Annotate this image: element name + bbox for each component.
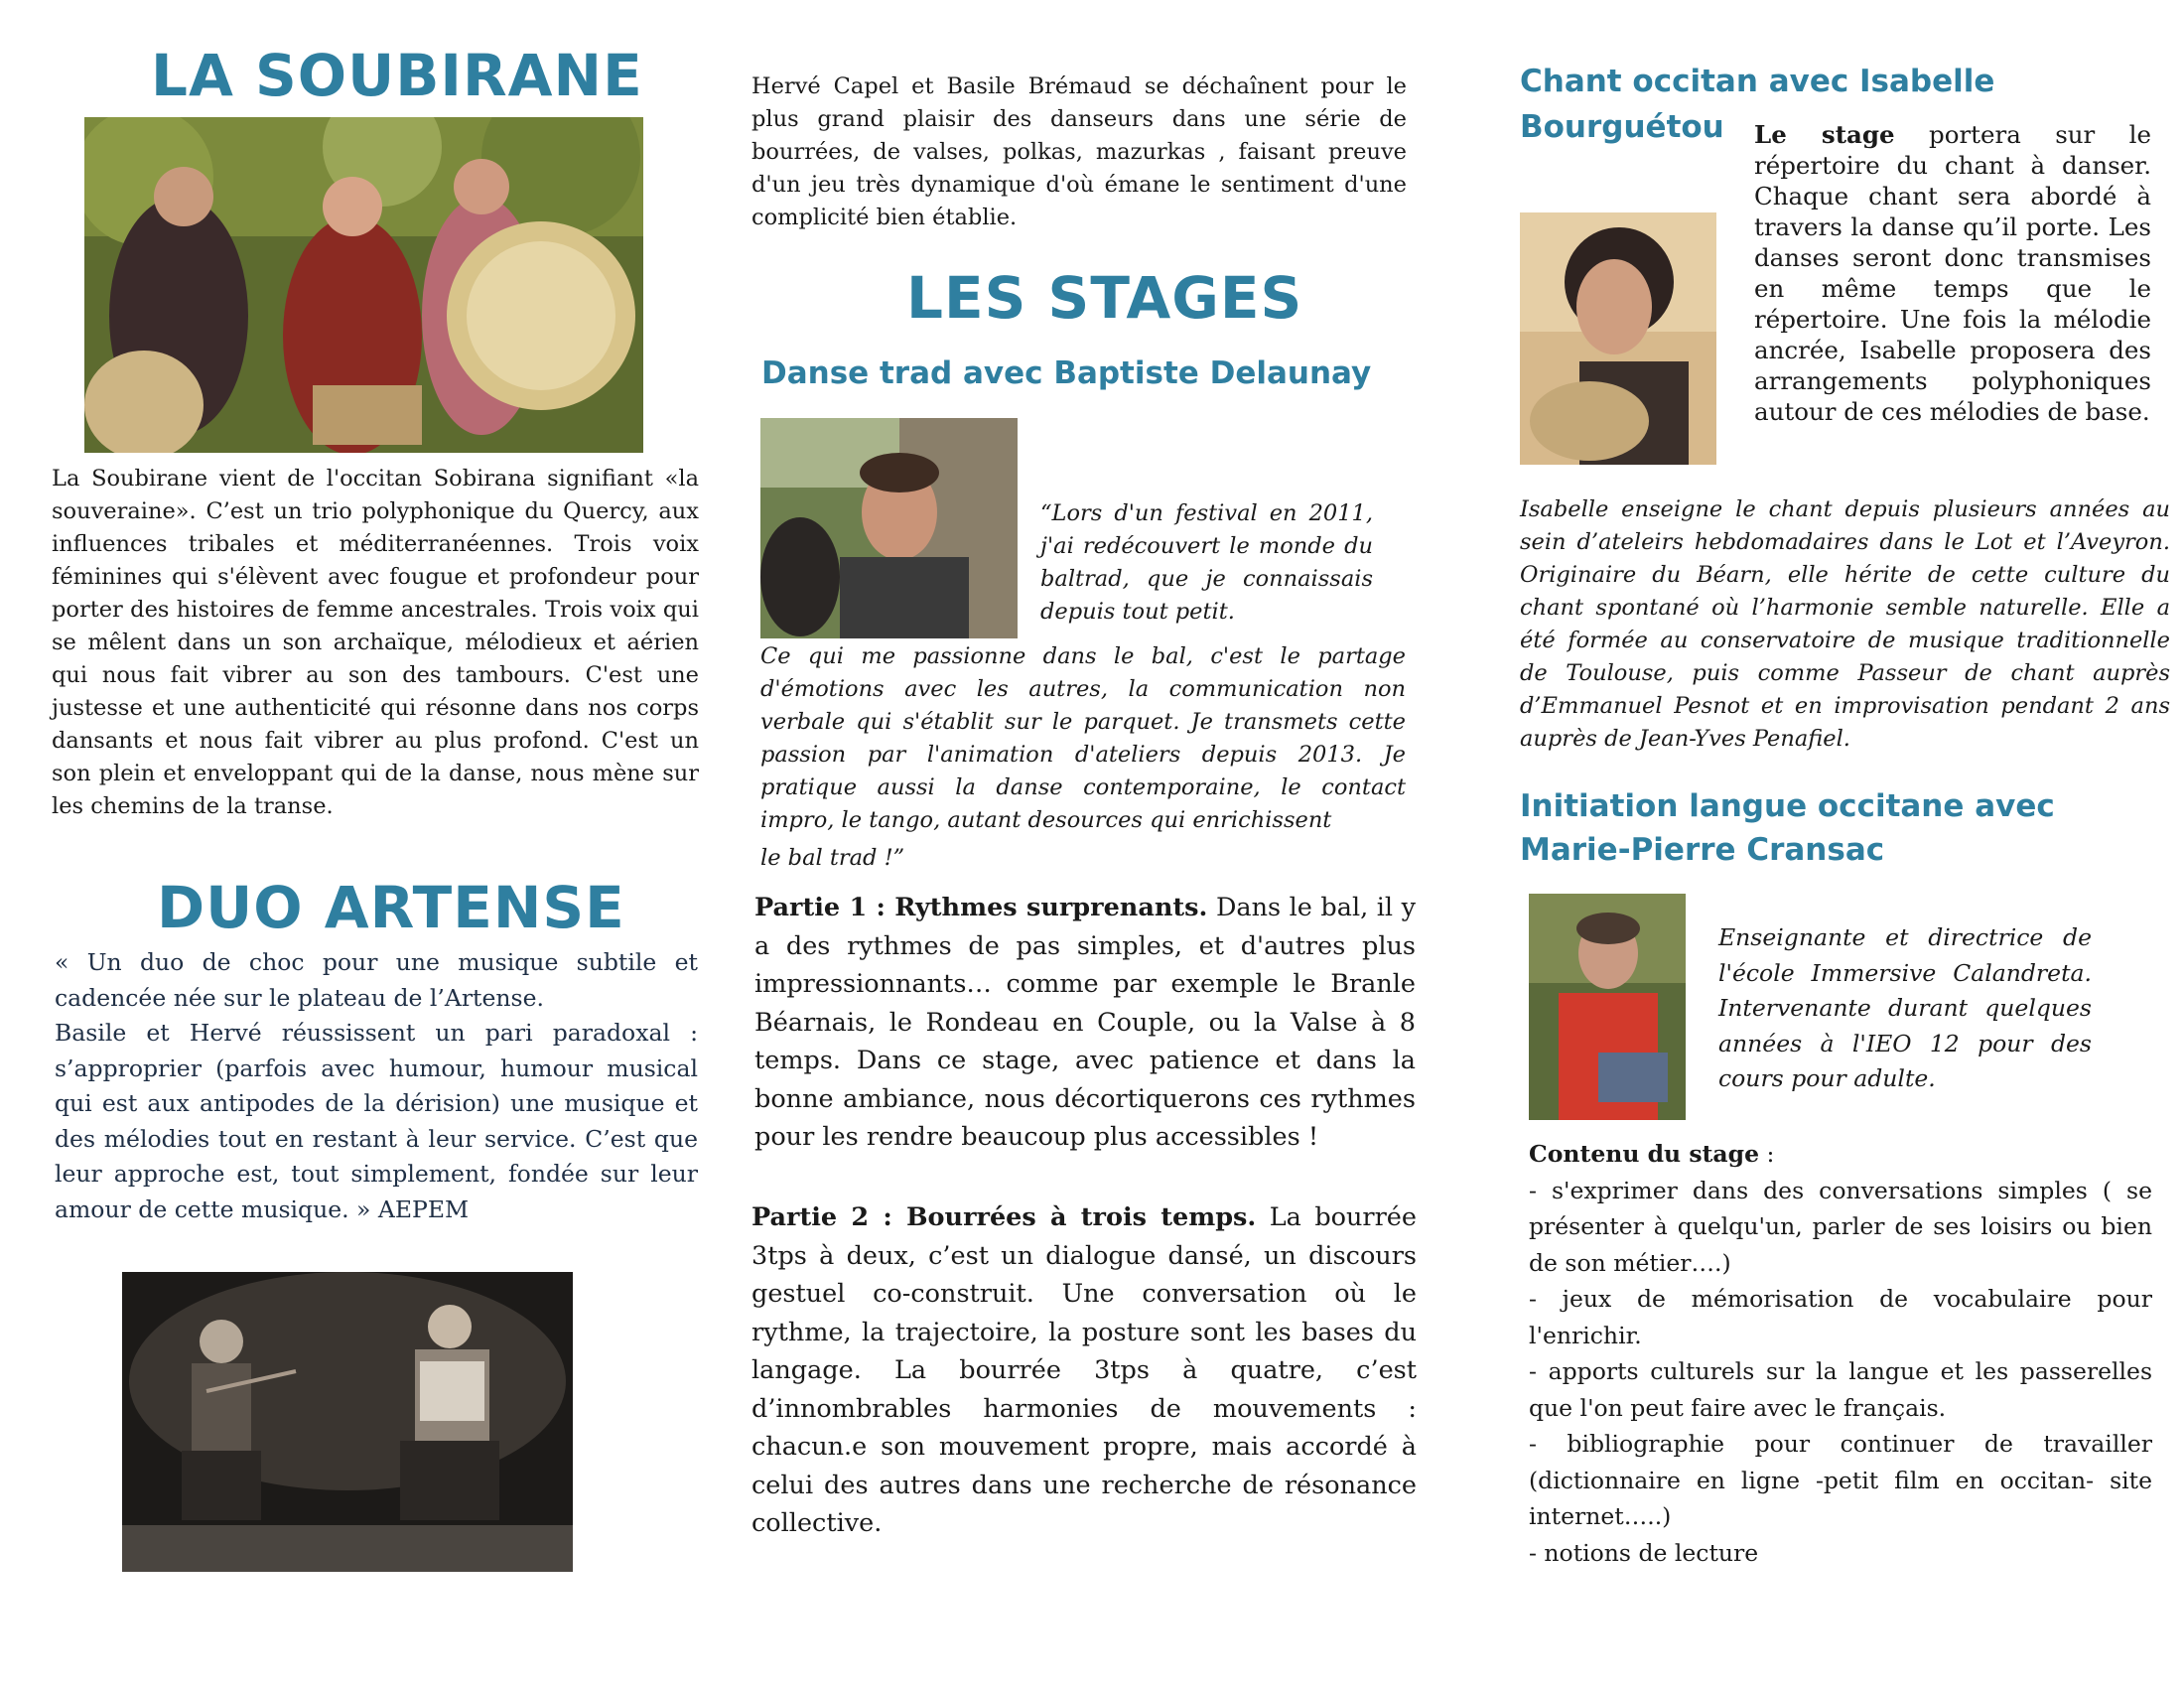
marie-pierre-cransac-photo: [1529, 894, 1686, 1120]
list-item: - apports culturels sur la langue et les passerelles que l'on peut faire avec le français.: [1529, 1357, 2152, 1422]
duo-artense-quote-body: Basile et Hervé réussissent un pari paradoxal : s’approprier (parfois avec humour, humour musical qui est aux antipodes de la dérision) une musique et des mélodies tout en restant à leur service. C’est que leur approche est, tout simplement, fondée sur leur amour de cette musique. » AEPEM: [55, 1019, 698, 1223]
soubirane-title: LA SOUBIRANE: [151, 42, 643, 109]
langue-occitane-title-line2: Marie-Pierre Cransac: [1520, 832, 1885, 868]
baptiste-delaunay-photo: [760, 418, 1018, 638]
partie1-label: Partie 1 : Rythmes surprenants.: [754, 893, 1208, 922]
list-item: - jeux de mémorisation de vocabulaire pour l'enrichir.: [1529, 1285, 2152, 1349]
duo-artense-title: DUO ARTENSE: [157, 874, 625, 941]
soubirane-description: La Soubirane vient de l'occitan Sobirana signifiant «la souveraine». C’est un trio polyphonique du Quercy, aux influences tribales et méditerranéennes. Trois voix féminines qui s'élèvent avec fougue et profondeur pour porter des histoires de femme ancestrales. Trois voix qui se mêlent dans un son archaïque, mélodieux et aérien qui nous fait vibrer au son des tambours. C'est une justesse et une authenticité qui résonne dans nos corps dansants et nous fait vibrer au plus profond. C'est un son plein et enveloppant qui de la danse, nous mène sur les chemins de la transe.: [52, 466, 699, 819]
partie2-paragraph: [751, 1198, 1417, 1543]
partie2-text: La bourrée 3tps à deux, c’est un dialogue dansé, un discours gestuel co-construit. Une conversation où le rythme, la trajectoire, la posture sont les bases du langage. La bourrée 3tps à quatre, c’est d’innombrables harmonies de mouvements : chacun.e son mouvement propre, mais accordé à celui des autres dans une recherche de résonance collective.: [751, 1202, 1417, 1538]
chant-occitan-title-line2: Bourguétou: [1520, 109, 1724, 145]
contenu-stage-heading: [1529, 1136, 2152, 1173]
langue-occitane-title-line1: Initiation langue occitane avec: [1520, 788, 2055, 824]
contenu-stage-label: Contenu du stage: [1529, 1140, 1760, 1168]
isabelle-bourguetou-photo: [1520, 212, 1716, 465]
partie1-paragraph: [754, 889, 1416, 1157]
list-item: - bibliographie pour continuer de travailler (dictionnaire en ligne -petit film en occitan- site internet…..): [1529, 1430, 2152, 1530]
baptiste-quote-body: Ce qui me passionne dans le bal, c'est le partage d'émotions avec les autres, la communication non verbale qui s'établit sur le parquet. Je transmets cette passion par l'animation d'ateliers depuis 2013. Je pratique aussi la danse contemporaine, le contact impro, le tango, autant desources qui enrichissent: [760, 643, 1406, 833]
contenu-stage-colon: :: [1759, 1140, 1775, 1168]
list-item: - notions de lecture: [1529, 1538, 1759, 1567]
isabelle-bio: Isabelle enseigne le chant depuis plusieurs années au sein d’ateleirs hebdomadaires dans le Lot et l’Aveyron. Originaire du Béarn, elle hérite de cette culture du chant spontané où l’harmonie semble naturelle. Elle a été formée au conservatoire de musique traditionnelle de Toulouse, puis comme Passeur de chant auprès d’Emmanuel Pesnot et en improvisation pendant 2 ans auprès de Jean-Yves Penafiel.: [1520, 496, 2170, 752]
les-stages-title: LES STAGES: [906, 264, 1303, 332]
baptiste-quote-intro: “Lors d'un festival en 2011, j'ai redécouvert le monde du baltrad, que je connaissais depuis tout petit.: [1040, 500, 1373, 625]
danse-trad-title: Danse trad avec Baptiste Delaunay: [761, 355, 1372, 391]
duo-artense-intro-text: Hervé Capel et Basile Brémaud se déchaînent pour le plus grand plaisir des danseurs dans une série de bourrées, de valses, polkas, mazurkas , faisant preuve d'un jeu très dynamique d'où émane le sentiment d'une complicité bien établie.: [751, 73, 1407, 230]
list-item: - s'exprimer dans des conversations simples ( se présenter à quelqu'un, parler de ses loisirs ou bien de son métier….): [1529, 1176, 2152, 1277]
chant-occitan-title-line1: Chant occitan avec Isabelle: [1520, 64, 1995, 99]
chant-stage-label: Le stage: [1754, 120, 1895, 149]
chant-stage-description: [1754, 119, 2151, 427]
marie-pierre-bio: Enseignante et directrice de l'école Immersive Calandreta. Intervenante durant quelques années à l'IEO 12 pour des cours pour adulte.: [1718, 923, 2092, 1092]
baptiste-quote-end: le bal trad !”: [760, 845, 905, 871]
contenu-stage-block: [1529, 1136, 2152, 1571]
partie1-text: Dans le bal, il y a des rythmes de pas simples, et d'autres plus impressionnants… comme par exemple le Branle Béarnais, le Rondeau en Couple, ou la Valse à 8 temps. Dans ce stage, avec patience et dans la bonne ambiance, nous décortiquerons ces rythmes pour les rendre beaucoup plus accessibles !: [754, 893, 1416, 1152]
chant-stage-text: portera sur le répertoire du chant à danser. Chaque chant sera abordé à travers la danse qu’il porte. Les danses seront donc transmises en même temps que le répertoire. Une fois la mélodie ancrée, Isabelle proposera des arrangements polyphoniques autour de ces mélodies de base.: [1754, 120, 2151, 426]
duo-artense-quote-intro: « Un duo de choc pour une musique subtile et cadencée née sur le plateau de l’Artense.: [55, 948, 698, 1012]
partie2-label: Partie 2 : Bourrées à trois temps.: [751, 1202, 1257, 1232]
duo-artense-photo: [122, 1272, 573, 1572]
soubirane-trio-photo: [84, 117, 643, 453]
